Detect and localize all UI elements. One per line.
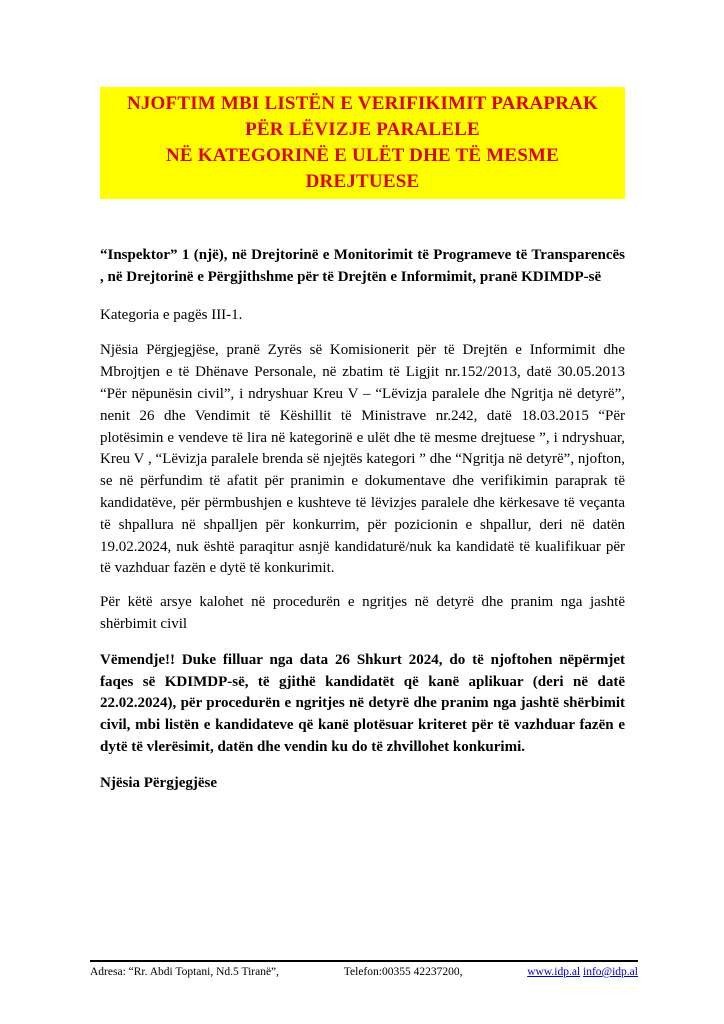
document-body: [100, 0, 625, 795]
website-link[interactable]: www.idp.al: [527, 966, 581, 978]
banner-line-1: NJOFTIM MBI LISTËN E VERIFIKIMIT PARAPRAK: [126, 93, 599, 114]
legal-basis-paragraph: Njësia Përgjegjëse, pranë Zyrës së Komisionerit për të Drejtën e Informimit dhe Mbrojtjen e të Dhënave Personale, në zbatim të Ligjit nr.152/2013, datë 30.05.2013 “Për nëpunësin civil”, i ndryshuar Kreu V – “Lëvizja paralele dhe Ngritja në detyrë”, nenit 26 dhe Vendimit të Këshillit të Ministrave nr.242, datë 18.03.2015 “Për plotësimin e vendeve të lira në kategorinë e ulët dhe të mesme drejtuese ”, i ndryshuar, Kreu V , “Lëvizja paralele brenda së njejtës kategori ” dhe “Ngritja në detyrë”, njofton, se në përfundim të afatit për pranimin e dokumentave dhe verifikimin paraprak të kandidatëve, për përmbushjen e kushteve të lëvizjes paralele dhe kërkesave të veçanta të shpallura në shpalljen për konkurrim, për pozicionin e shpallur, deri në datën 19.02.2024, nuk është paraqitur asnjë kandidaturë/nuk ka kandidatë të kualifikuar për të vazhduar fazën e dytë të konkurimit.: [100, 342, 625, 577]
banner-line-4: DREJTUESE: [305, 171, 420, 192]
notice-title-banner: [100, 87, 625, 199]
footer-links: [527, 966, 638, 978]
procedure-paragraph: Për këtë arsye kalohet në procedurën e ngritjes në detyrë dhe pranim nga jashtë shërbimit civil: [100, 594, 625, 632]
page-footer: [90, 960, 638, 978]
banner-line-2: PËR LËVIZJE PARALELE: [245, 119, 480, 140]
responsible-unit-signature: Njësia Përgjegjëse: [100, 774, 218, 791]
email-link[interactable]: info@idp.al: [583, 966, 638, 978]
footer-address: Adresa: “Rr. Abdi Toptani, Nd.5 Tiranë”,: [90, 966, 280, 978]
salary-category-line: Kategoria e pagës III-1.: [100, 306, 243, 323]
position-paragraph: “Inspektor” 1 (një), në Drejtorinë e Monitorimit të Programeve të Transparencës , në Drejtorinë e Përgjithshme për të Drejtën e Informimit, pranë KDIMDP-së: [100, 247, 625, 285]
banner-line-3: NË KATEGORINË E ULËT DHE TË MESME: [165, 145, 560, 166]
attention-paragraph: Vëmendje!! Duke filluar nga data 26 Shkurt 2024, do të njoftohen nëpërmjet faqes së KDIMDP-së, të gjithë kandidatët që kanë aplikuar (deri në datë 22.02.2024), për procedurën e ngritjes në detyrë dhe pranim nga jashtë shërbimit civil, mbi listën e kandidateve që kanë plotësuar kriteret për të vazhduar fazën e dytë të vlerësimit, datën dhe vendin ku do të zhvillohet konkurimi.: [100, 651, 625, 755]
footer-phone: Telefon:00355 42237200,: [343, 966, 463, 978]
